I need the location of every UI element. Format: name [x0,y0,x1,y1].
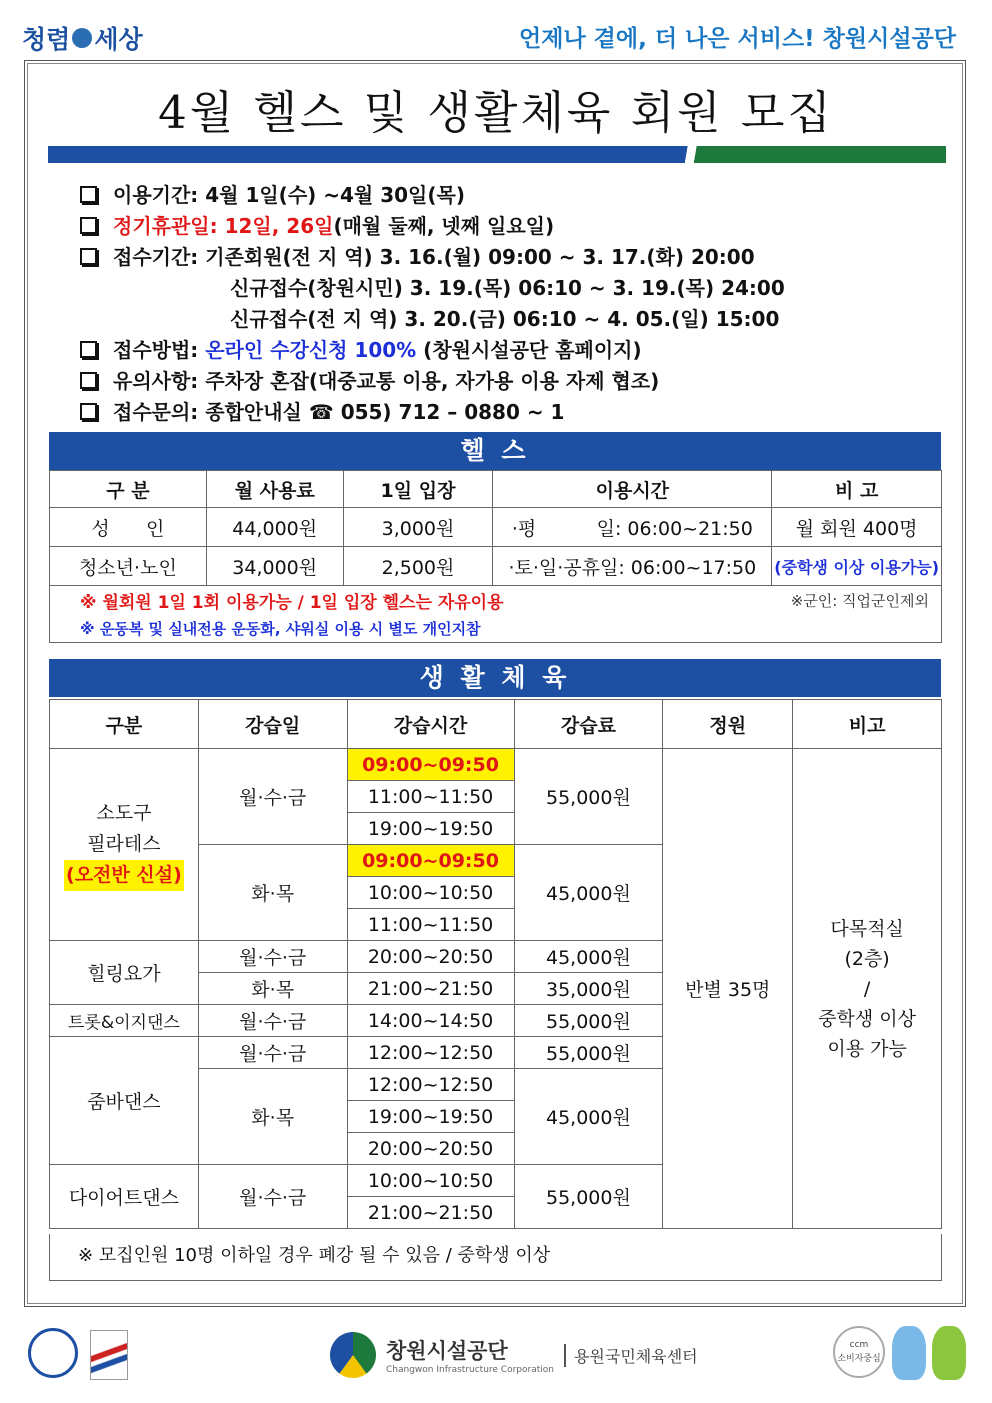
class-time: 21:00~21:50 [347,1197,514,1229]
info-registration-row: 신규접수(창원시민) 3. 19.(목) 06:10 ~ 3. 19.(목) 24:00 [230,276,785,300]
checkbox-icon [80,217,97,234]
org-name: 창원시설공단 [386,1339,508,1363]
table-row [50,547,942,586]
class-days: 화·목 [198,845,347,941]
remark-age: (중학생 이상 이용가능) [772,547,942,586]
health-notes [49,585,942,643]
class-name-trot: 트롯&이지댄스 [50,1005,199,1037]
table-header-row [50,471,942,508]
remark-line: 다목적실 [830,917,904,940]
class-fee: 55,000원 [514,1165,663,1229]
col-header: 월 사용료 [206,471,343,508]
certification-badge-icon [28,1328,78,1378]
footer-logos [0,1320,992,1390]
class-days: 월·수·금 [198,1037,347,1069]
class-time: 19:00~19:50 [347,813,514,845]
class-fee: 45,000원 [514,845,663,941]
info-method: 접수방법: 온라인 수강신청 100% (창원시설공단 홈페이지) [80,335,785,366]
sports-section-heading: 생 활 체 육 [49,659,941,697]
class-days: 화·목 [198,1069,347,1165]
checkbox-icon [80,248,97,265]
class-time: 21:00~21:50 [347,973,514,1005]
checkbox-icon [80,372,97,389]
page-title: 4월 헬스 및 생활체육 회원 모집 [158,86,834,139]
col-header: 정원 [663,700,793,749]
col-header: 구 분 [50,471,207,508]
col-header: 비 고 [772,471,942,508]
remark-line: 중학생 이상 [818,1007,916,1030]
member-type: 성 인 [50,508,207,547]
remark-line: 이용 가능 [827,1037,907,1060]
checkbox-icon [80,186,97,203]
remark-line: (2층) [844,947,890,970]
class-fee: 45,000원 [514,941,663,973]
class-time-new: 09:00~09:50 [347,845,514,877]
ccm-badge: ccm 소비자중심 [833,1326,885,1378]
class-days: 화·목 [198,973,347,1005]
title-divider-bar [48,146,946,163]
note-entry-rule: ※ 월회원 1일 1회 이용가능 / 1일 입장 헬스는 자유이용 [80,593,504,613]
class-name-line: 필라테스 [87,833,161,855]
award-flag-icon [90,1330,128,1380]
remark: 월 회원 400명 [772,508,942,547]
logo-emblem-icon [72,28,92,48]
class-time: 12:00~12:50 [347,1037,514,1069]
integrity-logo: 청렴 세상 [22,25,143,54]
col-header: 비고 [793,700,942,749]
class-fee: 55,000원 [514,1037,663,1069]
health-section-heading: 헬 스 [49,432,941,470]
table-header-row [50,700,942,749]
class-time: 12:00~12:50 [347,1069,514,1101]
info-list [80,180,785,428]
class-name-line: 소도구 [96,802,152,824]
mascot-icon [892,1326,926,1380]
class-days: 월·수·금 [198,1165,347,1229]
checkbox-icon [80,341,97,358]
capacity: 반별 35명 [663,749,793,1229]
sports-remark [793,749,942,1229]
org-logo [330,1332,698,1378]
class-name-yoga: 힐링요가 [50,941,199,1005]
health-table [49,470,942,586]
hours: ·평 일: 06:00~21:50 [493,508,772,547]
info-registration: 접수기간: 기존회원(전 지 역) 3. 16.(월) 09:00 ~ 3. 17.(화) 20:00 [80,242,785,273]
col-header: 강습료 [514,700,663,749]
remark-line: / [863,977,871,1000]
sports-footnote: ※ 모집인원 10명 이하일 경우 폐강 될 수 있음 / 중학생 이상 [49,1234,942,1281]
col-header: 구분 [50,700,199,749]
class-time: 19:00~19:50 [347,1101,514,1133]
class-days: 월·수·금 [198,749,347,845]
monthly-fee: 34,000원 [206,547,343,586]
col-header: 1일 입장 [343,471,493,508]
table-row [50,749,942,781]
mascot-icon [932,1326,966,1380]
class-days: 월·수·금 [198,941,347,973]
member-type: 청소년·노인 [50,547,207,586]
class-fee: 45,000원 [514,1069,663,1165]
org-name-en: Changwon Infrastructure Corporation [386,1365,554,1375]
col-header: 이용시간 [493,471,772,508]
center-name: 용원국민체육센터 [564,1344,698,1367]
note-military: ※군인: 직업군인제외 [790,592,929,610]
sports-table [49,699,942,1229]
info-notice: 유의사항: 주차장 혼잡(대중교통 이용, 자가용 이용 자제 협조) [80,366,785,397]
class-time: 20:00~20:50 [347,1133,514,1165]
class-time: 20:00~20:50 [347,941,514,973]
class-time: 10:00~10:50 [347,877,514,909]
org-emblem-icon [330,1332,376,1378]
note-personal-items: ※ 운동복 및 실내전용 운동화, 샤워실 이용 시 별도 개인지참 [80,620,481,638]
col-header: 강습시간 [347,700,514,749]
col-header: 강습일 [198,700,347,749]
table-row [50,508,942,547]
hours: ·토·일·공휴일: 06:00~17:50 [493,547,772,586]
daily-fee: 2,500원 [343,547,493,586]
class-time: 14:00~14:50 [347,1005,514,1037]
class-name-diet: 다이어트댄스 [50,1165,199,1229]
class-name-pilates [50,749,199,941]
class-fee: 55,000원 [514,749,663,845]
class-time-new: 09:00~09:50 [347,749,514,781]
class-name-zumba: 줌바댄스 [50,1037,199,1165]
info-period: 이용기간: 4월 1일(수) ~4월 30일(목) [80,180,785,211]
class-fee: 35,000원 [514,973,663,1005]
info-contact: 접수문의: 종합안내실 ☎ 055) 712 – 0880 ~ 1 [80,397,785,428]
checkbox-icon [80,403,97,420]
daily-fee: 3,000원 [343,508,493,547]
monthly-fee: 44,000원 [206,508,343,547]
class-fee: 55,000원 [514,1005,663,1037]
class-time: 11:00~11:50 [347,909,514,941]
class-time: 10:00~10:50 [347,1165,514,1197]
slogan: 언제나 곁에, 더 나은 서비스! 창원시설공단 [519,26,956,52]
class-time: 11:00~11:50 [347,781,514,813]
class-days: 월·수·금 [198,1005,347,1037]
new-class-badge: (오전반 신설) [64,860,184,891]
info-closed: 정기휴관일: 12일, 26일 (매월 둘째, 넷째 일요일) [80,211,785,242]
info-registration-row: 신규접수(전 지 역) 3. 20.(금) 06:10 ~ 4. 05.(일) 15:00 [230,307,780,331]
